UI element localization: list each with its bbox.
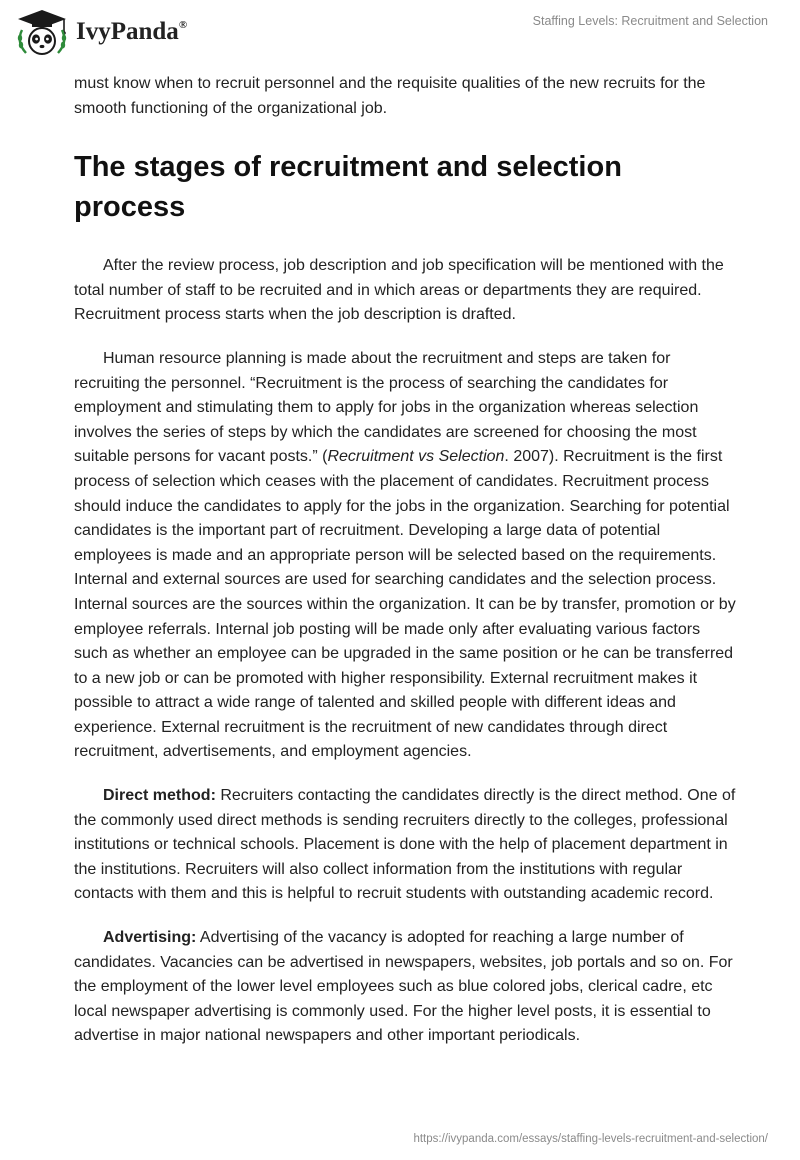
paragraph-recruitment-definition xyxy=(74,347,736,765)
source-url[interactable]: https://ivypanda.com/essays/staffing-levels-recruitment-and-selection/ xyxy=(413,1133,768,1145)
brand-text: IvyPanda xyxy=(76,18,179,45)
citation-title: Recruitment vs Selection xyxy=(327,448,505,466)
document-title: Staffing Levels: Recruitment and Selection xyxy=(532,14,768,28)
paragraph-text: Recruiters contacting the candidates directly is the direct method. One of the commonly used direct methods is sending recruiters directly to the colleges, professional institutions or technical schools. Placement is done with the help of placement department in the institutions. Recruiters will also collect information from the institutions with regular contacts with them and this is helpful to recruit students with outstanding academic record. xyxy=(74,787,736,903)
paragraph-direct-method xyxy=(74,784,736,907)
registered-mark: ® xyxy=(178,18,188,31)
intro-continuation: must know when to recruit personnel and the requisite qualities of the new recruits for the smooth functioning of the organizational job. xyxy=(74,75,706,117)
paragraph-advertising xyxy=(74,926,736,1049)
paragraph-text: . 2007). Recruitment is the first process of selection which ceases with the placement of candidates. Recruitment process should induce the candidates to apply for the jobs in the organization. Searching for potential candidates is the important part of recruitment. Developing a large data of potential employees is made and an appropriate person will be selected based on the requirements. Internal and external sources are used for searching candidates and the selection process. Internal sources are the sources within the organization. It can be by transfer, promotion or by employee referrals. Internal job posting will be made only after evaluating various factors such as whether an employee can be upgraded in the same position or he can be transferred to a new job or can be promoted with higher responsibility. External recruitment makes it possible to attract a wide range of talented and skilled people with different ideas and experience. External recruitment is the recruitment of new candidates through direct recruitment, advertisements, and employment agencies. xyxy=(74,448,736,761)
page-header xyxy=(0,0,800,70)
paragraph-text: Human resource planning is made about the recruitment and steps are taken for recruiting the personnel. “Recruitment is the process of searching the candidates for employment and stimulating them to apply for jobs in the organization whereas selection involves the series of steps by which the candidates are screened for choosing the most suitable persons for vacant posts.” ( xyxy=(74,349,699,466)
paragraph-review-process: After the review process, job description and job specification will be mentioned with the total number of staff to be recruited and in which areas or departments they are required. Recruitment process starts when the job description is drafted. xyxy=(74,257,724,324)
advertising-label: Advertising: xyxy=(103,929,197,947)
panda-graduate-icon xyxy=(14,8,70,58)
brand-name xyxy=(76,18,187,46)
section-heading: The stages of recruitment and selection process xyxy=(74,151,622,224)
direct-method-label: Direct method: xyxy=(103,787,216,805)
essay-content xyxy=(74,72,736,1068)
paragraph-text: Advertising of the vacancy is adopted for reaching a large number of candidates. Vacancies can be advertised in newspapers, websites, job portals and so on. For the employment of the lower level employees such as blue colored jobs, clerical cadre, etc local newspaper advertising is commonly used. For the higher level posts, it is essential to advertise in major national newspapers and other important periodicals. xyxy=(74,929,733,1045)
logo[interactable] xyxy=(14,8,187,58)
